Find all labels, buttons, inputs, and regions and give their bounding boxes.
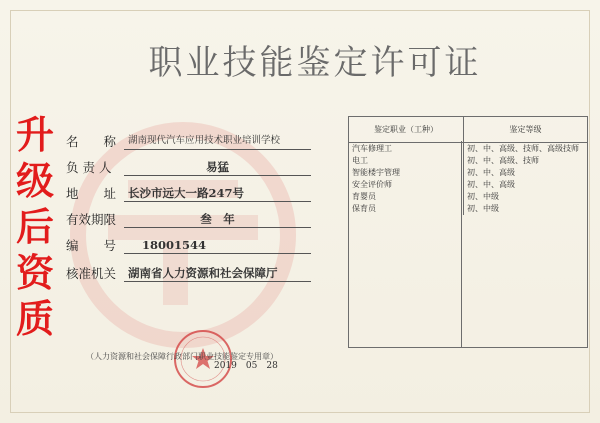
level-cell: 初、中、高级、技师、高级技师 <box>467 144 579 153</box>
header-occupation: 鉴定职业（工种） <box>349 117 464 143</box>
banner-char: 质 <box>15 297 54 341</box>
field-name <box>66 128 311 150</box>
level-cell: 初、中级 <box>467 192 499 201</box>
field-approving-authority <box>66 260 311 282</box>
occupation-cell: 电工 <box>349 155 464 167</box>
field-value: 湖南现代汽车应用技术职业培训学校 <box>124 133 311 150</box>
banner-char: 升 <box>15 113 54 157</box>
banner-char: 资 <box>15 251 54 295</box>
occupation-cell: 智能楼宇管理 <box>349 167 464 179</box>
table-header-row <box>349 117 587 143</box>
field-value: 湖南省人力资源和社会保障厅 <box>124 265 311 282</box>
field-value: 叁 年 <box>124 211 311 228</box>
level-cell: 初、中、高级、技师 <box>467 156 539 165</box>
field-address <box>66 180 311 202</box>
occupation-cell: 保育员 <box>349 203 464 215</box>
occupation-table-grid <box>349 117 587 215</box>
occupation-cell: 汽车修理工 <box>349 143 464 156</box>
table-row <box>349 179 587 191</box>
field-label: 名 称 <box>66 134 117 149</box>
level-cell: 初、中、高级 <box>467 168 515 177</box>
field-number <box>66 232 311 254</box>
table-row <box>349 155 587 167</box>
occupation-cell: 育婴员 <box>349 191 464 203</box>
certificate-title: 职业技能鉴定许可证 <box>148 43 482 83</box>
field-person-in-charge <box>66 154 311 176</box>
level-cell: 初、中级 <box>467 204 499 213</box>
table-row <box>349 191 587 203</box>
table-divider <box>461 141 462 347</box>
field-label: 负 责 人 <box>66 160 112 175</box>
field-label: 有效期限 <box>66 212 117 227</box>
field-value: 18001544 <box>124 237 311 254</box>
field-value: 长沙市远大一路247号 <box>124 185 311 202</box>
occupation-cell: 安全评价师 <box>349 179 464 191</box>
field-label: 核准机关 <box>66 266 117 281</box>
header-level: 鉴定等级 <box>464 117 588 143</box>
level-cell: 初、中、高级 <box>467 180 515 189</box>
banner-char: 级 <box>15 159 54 203</box>
seal-note: （人力资源和社会保障行政部门职业技能鉴定专用章） <box>86 352 278 361</box>
upgraded-qualification-banner <box>14 112 56 342</box>
table-row <box>349 167 587 179</box>
issue-date: 2019 05 28 <box>214 361 278 371</box>
field-value: 易猛 <box>124 159 311 176</box>
occupation-table <box>348 116 588 348</box>
field-label: 编 号 <box>66 238 117 253</box>
table-row <box>349 143 587 156</box>
field-label: 地 址 <box>66 186 117 201</box>
table-row <box>349 203 587 215</box>
field-validity <box>66 206 311 228</box>
banner-char: 后 <box>15 205 54 249</box>
